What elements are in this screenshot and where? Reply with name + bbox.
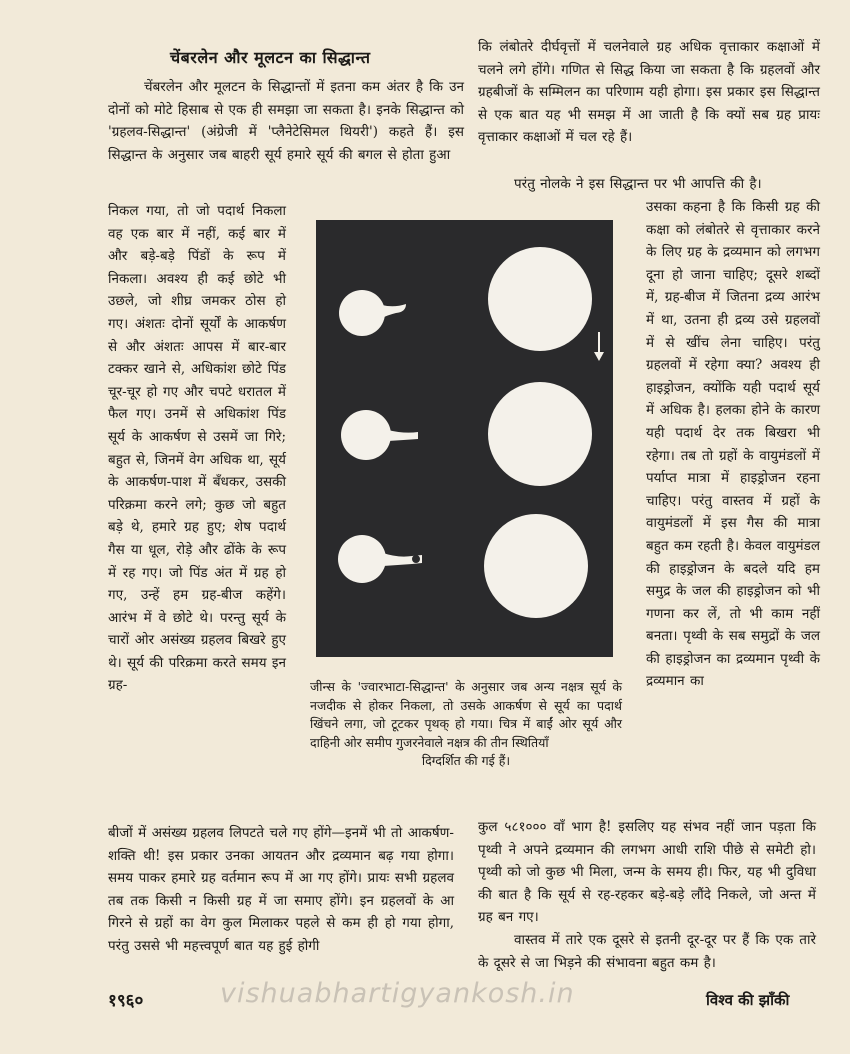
passing-star-position-2	[488, 382, 592, 486]
caption-text: जीन्स के 'ज्वारभाटा-सिद्धान्त' के अनुसार जब अन्य नक्षत्र सूर्य के नजदीक से होकर निकला, तो उसके आकर्षण से सूर्य का पदार्थ खिंचने लगा, जो टूटकर पृथक् हो गया। चित्र में बाईं ओर सूर्य और दाहिनी ओर समीप गुजरनेवाले नक्षत्र की तीन स्थितियाँ	[310, 679, 622, 750]
passing-star-position-3	[484, 514, 588, 618]
paragraph-text: उसका कहना है कि किसी ग्रह की कक्षा को लंबोतरे से वृत्ताकार करने के लिए ग्रह के द्रव्यमान को लगभग दूना हो जाना चाहिए; दूसरे शब्दों में, ग्रह-बीज में जितना द्रव्य आरंभ में था, उतना ही द्रव्य उसे ग्रहलवों में से खींच लेना चाहिए। परंतु ग्रहलवों में रहेगा क्या? अवश्य ही हाइड्रोजन, क्योंकि यही पदार्थ सूर्य में अधिक है। हलका होने के कारण यही पदार्थ देर तक बिखरा भी रहेगा। तब तो ग्रहों के वायुमंडलों में पर्याप्त मात्रा में हाइड्रोजन रहना चाहिए। परंतु वास्तव में ग्रहों के वायुमंडलों में इस गैस की मात्रा बहुत कम रहती है। केवल वायुमंडल की हाइड्रोजन के बदले यदि हम समुद्र के जल की हाइड्रोजन को भी गणना कर लें, तो भी काम नहीं बनता। पृथ्वी के सब समुद्रों के जल की हाइड्रोजन का द्रव्यमान पृथ्वी के द्रव्यमान का	[646, 199, 820, 690]
paragraph-text: बीजों में असंख्य ग्रहलव लिपटते चले गए होंगे—इनमें भी तो आकर्षण-शक्ति थी! इस प्रकार उनका आयतन और द्रव्यमान बढ़ गया होगा। समय पाकर हमारे ग्रह वर्तमान रूप में आ गए होंगे। प्रायः सभी ग्रहलव तब तक किसी न किसी ग्रह में जा समाए होंगे। इन ग्रहलवों के आ गिरने से ग्रहों का वेग कुल मिलाकर पहले से कम ही हो गया होगा, परंतु उससे भी महत्त्वपूर्ण बात यह हुई होगी	[108, 825, 454, 954]
page-number: १९६०	[108, 991, 144, 1011]
caption-text-last: दिग्दर्शित की गई हैं।	[421, 753, 511, 768]
paragraph-text: परंतु नोलके ने इस सिद्धान्त पर भी आपत्ति की है।	[514, 176, 762, 192]
watermark: vishuabhartigyankosh.in	[220, 978, 575, 1009]
figure-illustration	[316, 220, 613, 657]
paragraph-text: निकल गया, तो जो पदार्थ निकला वह एक बार में नहीं, कई बार में और बड़े-बड़े पिंडों के रूप में निकला। अवश्य ही कई छोटे भी उछले, जो शीघ्र जमकर ठोस हो गए। अंशतः दोनों सूर्यों के आकर्षण से और अंशतः आपस में बार-बार टक्कर खाने से, अधिकांश छोटे पिंड चूर-चूर हो गए और चपटे धरातल में फैल गए। उनमें से अधिकांश पिंड सूर्य के आकर्षण से उसमें जा गिरे; बहुत से, जिनमें वेग अधिक था, सूर्य के आकर्षण-पाश में बँधकर, उसकी परिक्रमा करने लगे; कुछ जो बहुत बड़े थे, हमारे ग्रह हुए; शेष पदार्थ गैस या धूल, रोड़े और ढोंके के रूप में रह गए। जो पिंड अंत में ग्रह हो गए, उन्हें हम ग्रह-बीज कहेंगे। आरंभ में वे छोटे थे। परन्तु सूर्य के चारों ओर असंख्य ग्रहलव बिखरे हुए थे। सूर्य की परिक्रमा करते समय इन ग्रह-	[108, 203, 286, 694]
left-column-narrow-text	[108, 200, 286, 697]
paragraph-text: कुल ५८१००० वाँ भाग है! इसलिए यह संभव नहीं जान पड़ता कि पृथ्वी ने अपने द्रव्यमान की लगभग आधी राशि पीछे से समेटी हो। पृथ्वी को जो कुछ भी मिला, जन्म के समय ही। फिर, यह भी दुविधा की बात है कि सूर्य से रह-रहकर बड़े-बड़े लौंदे निकले, जो अन्त में ग्रह बन गए।	[478, 819, 816, 926]
paragraph-text: कि लंबोतरे दीर्घवृत्तों में चलनेवाले ग्रह अधिक वृत्ताकार कक्षाओं में चलने लगे होंगे। गणित से सिद्ध किया जा सकता है कि ग्रहलवों और ग्रहबीजों के सम्मिलन का परिणाम यही होगा। इस प्रकार इस सिद्धान्त से एक बात यह भी समझ में आ जाती है कि क्यों सब ग्रह प्रायः वृत्ताकार कक्षाओं में चल रहे हैं।	[478, 39, 820, 146]
figure-caption	[310, 678, 622, 771]
paragraph-text: वास्तव में तारे एक दूसरे से इतनी दूर-दूर पर हैं कि एक तारे के दूसरे से जा भिड़ने की संभावना बहुत कम है।	[478, 931, 816, 971]
passing-star-position-1	[488, 247, 592, 351]
sun-position-2	[341, 410, 391, 460]
right-column-bottom-text	[478, 816, 816, 974]
tidal-theory-figure	[316, 220, 613, 657]
paragraph-text: चेंबरलेन और मूलटन के सिद्धान्तों में इतना कम अंतर है कि उन दोनों को मोटे हिसाब से एक ही समझा जा सकता है। इनके सिद्धान्त को 'ग्रहलव-सिद्धान्त' (अंग्रेजी में 'प्लैनेटेसिमल थियरी') कहते हैं। इस सिद्धान्त के अनुसार जब बाहरी सूर्य हमारे सूर्य की बगल से होता हुआ	[108, 79, 464, 163]
section-heading: चेंबरलेन और मूलटन का सिद्धान्त	[170, 48, 371, 67]
left-column-bottom-text	[108, 822, 454, 958]
sun-position-3	[338, 535, 386, 583]
right-column-narrow-text	[646, 196, 820, 693]
ejected-blob-gap	[412, 555, 420, 563]
right-column-top-paragraph	[478, 36, 820, 149]
right-column-indent-line	[478, 173, 820, 196]
sun-position-1	[339, 290, 385, 336]
book-title: विश्व की झाँकी	[706, 991, 790, 1009]
left-column-top-paragraph	[108, 76, 464, 166]
